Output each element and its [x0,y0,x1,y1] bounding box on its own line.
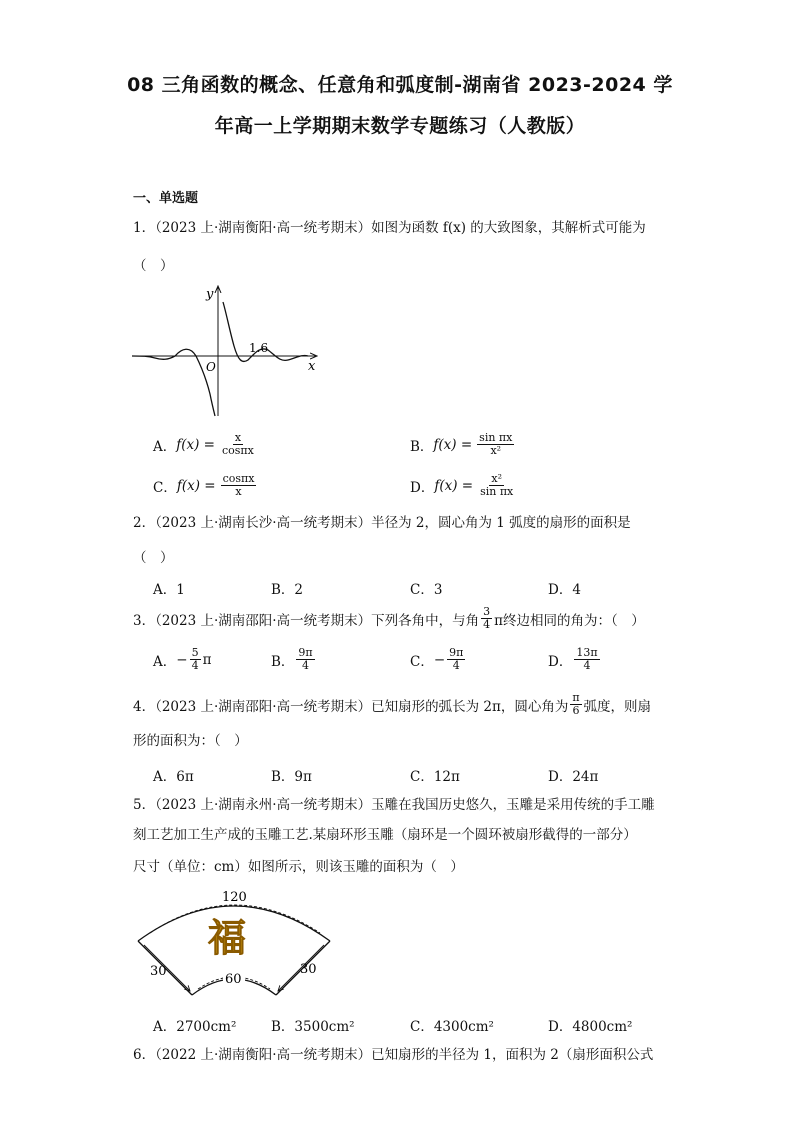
question-4-text [133,692,651,717]
section-heading: 一、单选题 [133,191,199,206]
q5-option-d[interactable]: D．4800cm² [548,1019,633,1035]
q1-c-num: cosπx [222,472,255,485]
outer-label: 120 [222,890,247,905]
q3-c-label: C． [410,653,434,670]
right-side-label: 30 [300,962,317,977]
inner-label: 60 [225,972,242,987]
q5-option-a[interactable]: A．2700cm² [153,1019,237,1035]
y-axis-label: y [206,287,214,302]
question-1-text: 1．（2023 上·湖南衡阳·高一统考期末）如图为函数 f(x) 的大致图象，其解析式可能为 [133,220,646,236]
q2-option-a[interactable]: A．1 [153,582,185,598]
q1-b-den: x² [490,444,502,457]
question-4-line2: 形的面积为：（ ） [133,733,248,749]
q3-d-num: 13π [576,646,598,659]
q3-a-den: 4 [191,659,199,672]
q3-post: π终边相同的角为：（ ） [494,612,645,629]
fu-glyph: 福 [208,916,247,960]
q3-num: 3 [483,605,491,618]
q1-option-b-lhs: f(x) = [433,436,473,453]
q3-den: 4 [483,618,491,631]
q3-a-label: A． [153,653,177,670]
q3-pre: 3．（2023 上·湖南邵阳·高一统考期末）下列各角中，与角 [133,612,480,629]
q3-d-label: D． [548,653,573,670]
q3-option-a[interactable] [153,647,211,672]
q4-option-d[interactable]: D．24π [548,769,599,785]
q3-c-den: 4 [452,659,460,672]
origin-label: O [206,360,216,374]
question-1-graph [130,282,325,420]
q5-option-c[interactable]: C．4300cm² [410,1019,494,1035]
q1-option-d-lhs: f(x) = [434,477,474,494]
q1-c-den: x [235,485,242,498]
q3-option-b[interactable] [271,647,317,672]
question-5-line3: 尺寸（单位：cm）如图所示，则该玉雕的面积为（ ） [133,859,464,875]
q1-option-b[interactable] [410,432,516,457]
question-5-line1: 5．（2023 上·湖南永州·高一统考期末）玉雕在我国历史悠久，玉雕是采用传统的手工雕 [133,797,655,813]
q3-option-c[interactable] [410,647,467,672]
q3-b-den: 4 [302,659,310,672]
q1-option-a[interactable] [153,432,258,457]
q1-a-num: x [234,431,242,444]
q1-a-den: cosπx [222,444,254,457]
q1-option-d[interactable] [410,473,517,498]
q1-option-d-label: D． [410,479,435,496]
q4-num: π [572,691,580,704]
q4-post: 弧度，则扇 [583,698,652,715]
q3-a-tail: π [202,651,212,668]
q4-option-c[interactable]: C．12π [410,769,460,785]
left-side-label: 30 [150,964,167,979]
q2-option-d[interactable]: D．4 [548,582,581,598]
question-5-line2: 刻工艺加工生产成的玉雕工艺.某扇环形玉雕（扇环是一个圆环被扇形截得的一部分） [133,827,637,843]
q1-option-c-label: C． [153,479,177,496]
q3-b-label: B． [271,653,295,670]
q5-figure [128,885,340,1001]
q1-d-num: x² [491,472,502,485]
q3-c-sign: − [433,651,446,668]
q1-option-c[interactable] [153,473,258,498]
q1-option-a-label: A． [153,438,177,455]
question-6-text: 6．（2022 上·湖南衡阳·高一统考期末）已知扇形的半径为 1，面积为 2（扇形面积公式 [133,1047,654,1063]
q1-option-c-lhs: f(x) = [176,477,216,494]
curve-left [132,349,215,416]
question-3-text [133,606,645,631]
q1-option-a-lhs: f(x) = [176,436,215,453]
q3-d-den: 4 [583,659,591,672]
q4-pre: 4．（2023 上·湖南邵阳·高一统考期末）已知扇形的弧长为 2π，圆心角为 [133,698,569,715]
q1-d-den: sin πx [480,485,514,498]
q3-a-num: 5 [191,646,199,659]
q3-b-num: 9π [298,646,313,659]
page-title-line2: 年高一上学期期末数学专题练习（人教版） [214,115,586,137]
q2-option-c[interactable]: C．3 [410,582,443,598]
q3-option-d[interactable] [548,647,602,672]
tick-label-1-6: 1.6 [249,341,269,355]
page-title-line1: 08 三角函数的概念、任意角和弧度制-湖南省 2023-2024 学 [127,74,673,96]
q5-option-b[interactable]: B．3500cm² [271,1019,355,1035]
q2-option-b[interactable]: B．2 [271,582,304,598]
q3-c-num: 9π [449,646,464,659]
question-2-text: 2．（2023 上·湖南长沙·高一统考期末）半径为 2，圆心角为 1 弧度的扇形的面积是 [133,515,631,531]
q3-a-sign: − [176,651,188,668]
question-1-paren: （ ） [133,258,174,274]
q1-option-b-label: B． [410,438,434,455]
x-axis-label: x [308,359,316,374]
q1-b-num: sin πx [479,431,513,444]
q4-option-b[interactable]: B．9π [271,769,312,785]
question-2-paren: （ ） [133,550,174,566]
q4-option-a[interactable]: A．6π [153,769,194,785]
q4-den: 6 [572,704,580,717]
